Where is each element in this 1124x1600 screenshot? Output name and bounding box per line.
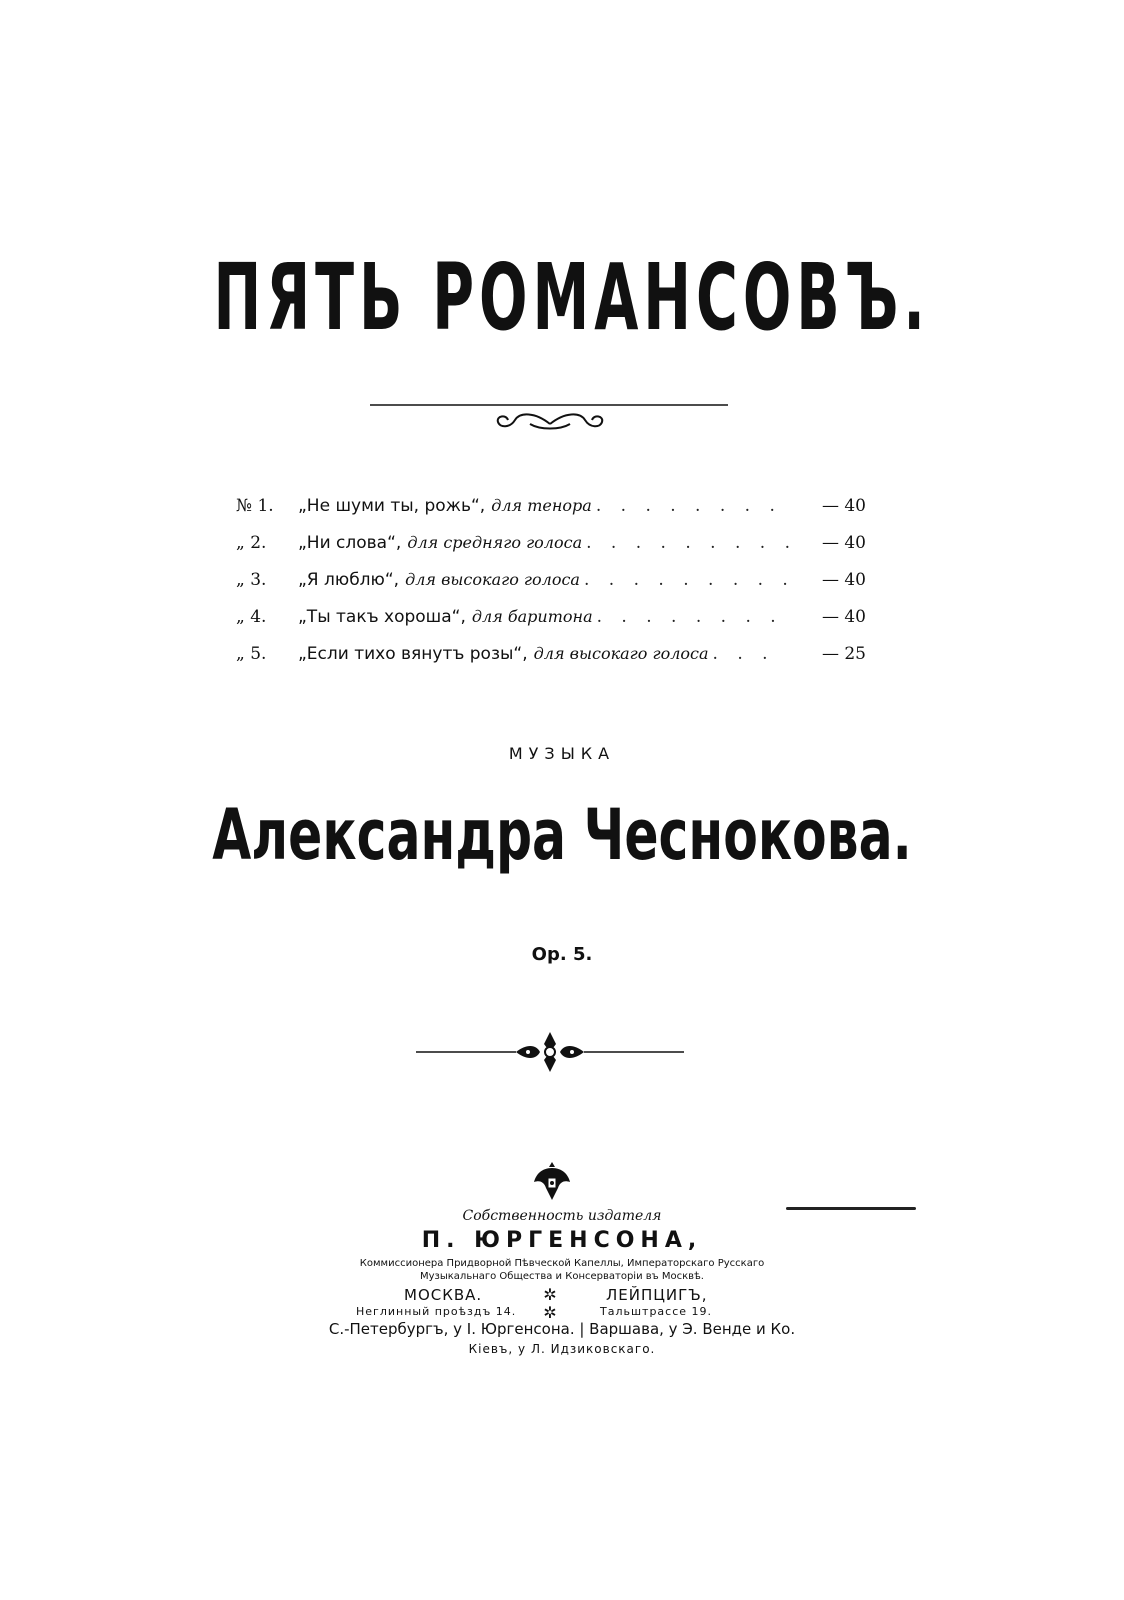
city-moscow: МОСКВА.: [404, 1286, 483, 1304]
voice-type: для средняго голоса: [407, 533, 583, 552]
price: — 40: [821, 570, 866, 590]
divider-ornament-middle: [416, 1030, 684, 1074]
address-leipzig: Тальштрассе 19.: [600, 1305, 713, 1318]
item-number: „ 2.: [236, 533, 267, 553]
voice-type: для тенора: [491, 496, 592, 515]
list-item: [236, 570, 866, 596]
publisher-credentials-2: Музыкальнаго Общества и Консерваторіи въ Москвѣ.: [420, 1271, 704, 1282]
price: — 40: [821, 496, 866, 516]
item-number: № 1.: [236, 496, 274, 516]
voice-type: для высокаго голоса: [533, 644, 709, 663]
divider-ornament-top: [370, 398, 730, 438]
page-title: ПЯТЬ РОМАНСОВЪ.: [213, 244, 930, 351]
ownership-line: Собственность издателя: [462, 1208, 662, 1224]
eagle-emblem-icon: [532, 1160, 572, 1204]
price: — 25: [821, 644, 866, 664]
dot-leader: . . . . . . . . .: [586, 533, 797, 553]
song-title: „Ты такъ хороша“,: [298, 607, 466, 627]
list-item: [236, 496, 866, 522]
list-item: [236, 607, 866, 633]
song-title: „Не шуми ты, рожь“,: [298, 496, 486, 516]
dot-leader: . . . . . . . .: [595, 496, 782, 516]
item-number: „ 4.: [236, 607, 267, 627]
song-title: „Я люблю“,: [298, 570, 400, 590]
dot-leader: . . . . . . . .: [596, 607, 783, 627]
dot-leader: . . .: [712, 644, 775, 664]
price: — 40: [821, 607, 866, 627]
list-item: [236, 533, 866, 559]
branch-kiev: Кіевъ, у Л. Идзиковскаго.: [468, 1342, 656, 1356]
list-item: [236, 644, 866, 670]
publisher-name: П. ЮРГЕНСОНА,: [421, 1228, 703, 1253]
music-label: МУЗЫКА: [508, 744, 616, 763]
address-moscow: Неглинный проѣздъ 14.: [356, 1305, 517, 1318]
star-divider-icon: ✲ ✲: [543, 1285, 557, 1322]
price: — 40: [821, 533, 866, 553]
voice-type: для высокаго голоса: [405, 570, 580, 589]
song-title: „Если тихо вянутъ розы“,: [298, 644, 528, 664]
publisher-credentials-1: Коммиссионера Придворной Пѣвческой Капеллы, Императорскаго Русскаго: [359, 1258, 765, 1269]
scan-mark: [786, 1207, 916, 1210]
song-title: „Ни слова“,: [298, 533, 402, 553]
opus-number: Op. 5.: [531, 944, 593, 965]
dot-leader: . . . . . . . . .: [583, 570, 795, 590]
composer-name: Александра Чеснокова.: [212, 794, 912, 876]
branch-offices: С.-Петербургъ, у І. Юргенсона. | Варшава, у Э. Венде и Ко.: [328, 1320, 796, 1338]
city-leipzig: ЛЕЙПЦИГЪ,: [606, 1286, 708, 1304]
item-number: „ 3.: [236, 570, 267, 590]
item-number: „ 5.: [236, 644, 267, 664]
voice-type: для баритона: [471, 607, 593, 626]
contents-list: [236, 496, 866, 676]
